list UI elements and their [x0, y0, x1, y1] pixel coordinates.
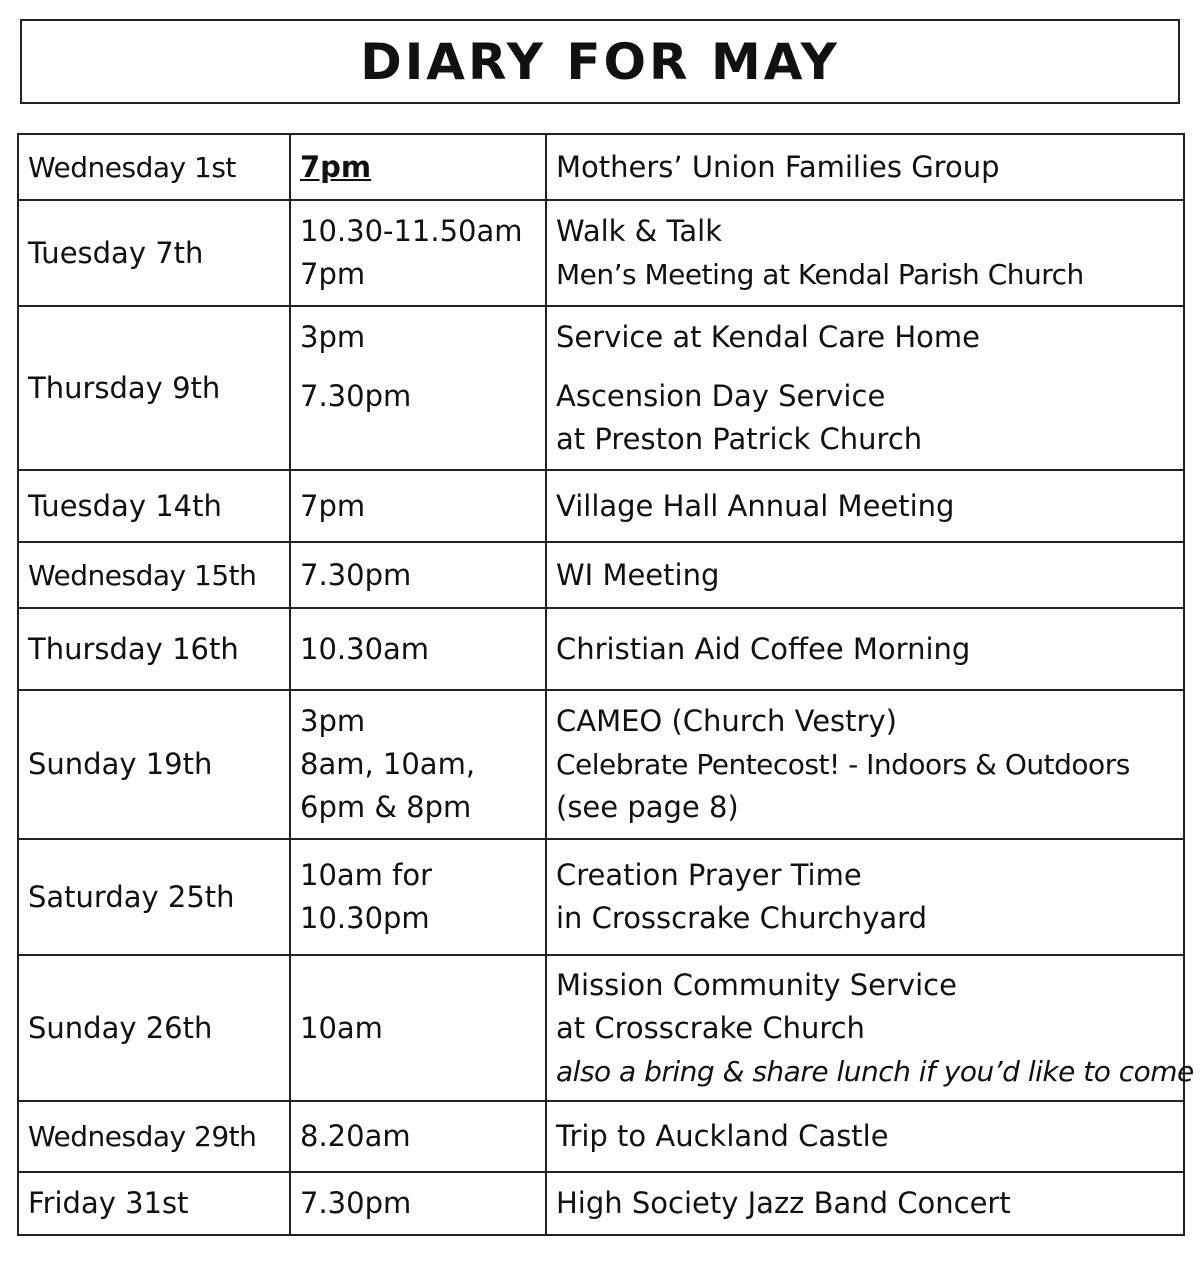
event-cell: [546, 839, 1184, 955]
time-label: 3pm: [300, 319, 366, 354]
event-label: Village Hall Annual Meeting: [556, 488, 955, 523]
event-label: at Preston Patrick Church: [556, 421, 923, 456]
table-row: [18, 306, 1184, 470]
table-row: [18, 955, 1184, 1101]
time-label: 8.20am: [300, 1119, 411, 1153]
day-cell: [18, 690, 290, 839]
day-cell: [18, 200, 290, 306]
event-label: Christian Aid Coffee Morning: [556, 631, 971, 666]
day-cell: [18, 470, 290, 542]
day-cell: [18, 839, 290, 955]
event-label: (see page 8): [556, 790, 739, 824]
event-cell: [546, 1172, 1184, 1235]
time-label: 3pm: [300, 704, 366, 738]
time-label: 10am for: [300, 858, 433, 892]
title-box: [20, 19, 1180, 104]
day-cell: [18, 1101, 290, 1172]
event-label: Mothers’ Union Families Group: [556, 149, 1000, 184]
event-label: Men’s Meeting at Kendal Parish Church: [556, 258, 1084, 291]
event-cell: [546, 470, 1184, 542]
diary-table: [17, 133, 1194, 1236]
event-label: Service at Kendal Care Home: [556, 319, 981, 354]
page-title: DIARY FOR MAY: [360, 32, 840, 91]
table-row: [18, 839, 1184, 955]
table-row: [18, 608, 1184, 690]
event-label: at Crosscrake Church: [556, 1010, 865, 1045]
time-label: 7pm: [300, 257, 366, 291]
day-label: Tuesday 14th: [28, 488, 222, 523]
event-cell: [546, 955, 1194, 1101]
table-row: [18, 1101, 1184, 1172]
time-label: 7.30pm: [300, 1186, 412, 1220]
time-cell: [290, 608, 546, 690]
day-label: Wednesday 15th: [28, 558, 257, 592]
time-cell: [290, 1172, 546, 1235]
event-cell: [546, 608, 1184, 690]
day-label: Tuesday 7th: [28, 235, 204, 270]
time-label: 7.30pm: [300, 557, 412, 592]
day-cell: [18, 955, 290, 1101]
day-label: Thursday 9th: [28, 370, 221, 405]
day-cell: [18, 1172, 290, 1235]
event-label: Ascension Day Service: [556, 378, 886, 413]
day-label: Wednesday 29th: [28, 1120, 257, 1153]
table-row: [18, 134, 1184, 200]
day-label: Saturday 25th: [28, 879, 235, 914]
event-label: Creation Prayer Time: [556, 858, 862, 892]
time-label: 10.30pm: [300, 901, 430, 935]
time-label: 7pm: [300, 488, 366, 523]
event-cell: [546, 542, 1184, 608]
day-label: Sunday 26th: [28, 1010, 213, 1045]
event-label: Celebrate Pentecost! - Indoors & Outdoors: [556, 748, 1130, 781]
event-label: High Society Jazz Band Concert: [556, 1186, 1011, 1220]
event-label: in Crosscrake Churchyard: [556, 901, 927, 935]
event-cell: [546, 1101, 1184, 1172]
time-cell: [290, 200, 546, 306]
day-cell: [18, 306, 290, 470]
day-cell: [18, 134, 290, 200]
time-cell: [290, 470, 546, 542]
time-label: 8am, 10am,: [300, 747, 476, 781]
time-cell: [290, 955, 546, 1101]
event-label: WI Meeting: [556, 557, 720, 592]
time-cell: [290, 134, 546, 200]
event-label: Trip to Auckland Castle: [556, 1119, 889, 1153]
time-label: 7pm: [300, 149, 372, 184]
table-row: [18, 542, 1184, 608]
day-cell: [18, 542, 290, 608]
day-label: Sunday 19th: [28, 747, 213, 781]
time-label: 7.30pm: [300, 378, 412, 413]
event-cell: [546, 200, 1184, 306]
event-note: also a bring & share lunch if you’d like to come: [556, 1054, 1194, 1088]
event-cell: [546, 134, 1184, 200]
time-label: 10.30-11.50am: [300, 214, 523, 248]
event-cell: [546, 690, 1184, 839]
time-cell: [290, 839, 546, 955]
day-label: Thursday 16th: [28, 631, 239, 666]
time-cell: [290, 542, 546, 608]
time-label: 10am: [300, 1010, 383, 1045]
time-cell: [290, 690, 546, 839]
time-label: 6pm & 8pm: [300, 790, 472, 824]
time-cell: [290, 1101, 546, 1172]
day-label: Wednesday 1st: [28, 150, 236, 184]
table-row: [18, 690, 1184, 839]
table-row: [18, 200, 1184, 306]
time-cell: [290, 306, 546, 470]
day-cell: [18, 608, 290, 690]
table-row: [18, 470, 1184, 542]
day-label: Friday 31st: [28, 1186, 189, 1220]
event-label: Mission Community Service: [556, 967, 957, 1002]
event-label: Walk & Talk: [556, 214, 723, 248]
event-cell: [546, 306, 1184, 470]
time-label: 10.30am: [300, 631, 430, 666]
event-label: CAMEO (Church Vestry): [556, 704, 897, 738]
table-row: [18, 1172, 1184, 1235]
